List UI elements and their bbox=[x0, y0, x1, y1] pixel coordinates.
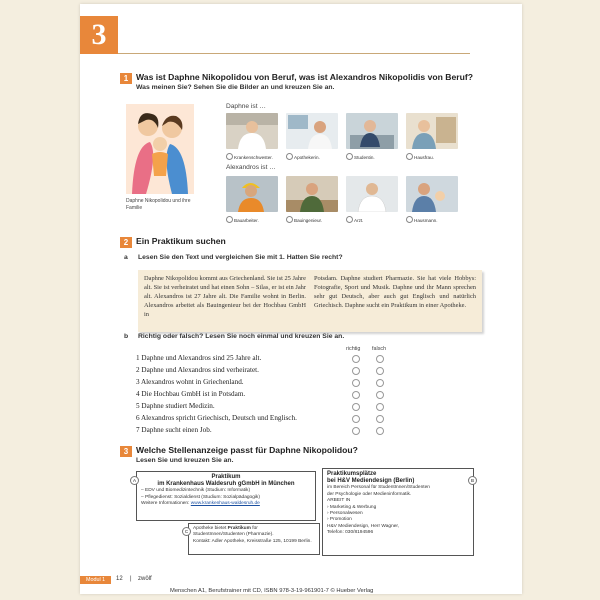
option-hausmann[interactable] bbox=[406, 216, 438, 223]
photo-pharmacist bbox=[286, 113, 338, 149]
falsch-radio-1[interactable] bbox=[376, 355, 384, 363]
option-apothekerin[interactable] bbox=[286, 153, 320, 160]
statement-3: 3 Alexandros wohnt in Griechenland. bbox=[136, 378, 244, 386]
radio-apothekerin[interactable] bbox=[286, 153, 293, 160]
statement-5: 5 Daphne studiert Medizin. bbox=[136, 402, 215, 410]
part-a-letter: a bbox=[124, 254, 128, 261]
photo-housewife bbox=[406, 113, 458, 149]
ad-b-subtitle: bei H&V Mediendesign (Berlin) bbox=[327, 478, 415, 485]
reading-text-box bbox=[138, 270, 482, 332]
exercise-1-subtitle: Was meinen Sie? Sehen Sie die Bilder an und kreuzen Sie an. bbox=[136, 84, 335, 91]
photo-nurse bbox=[226, 113, 278, 149]
richtig-radio-7[interactable] bbox=[352, 427, 360, 435]
ad-b-line-2: der Psychologie oder Medieninformatik. bbox=[327, 491, 412, 497]
ad-a-link[interactable]: www.krankenhaus-waldesruh.de bbox=[190, 501, 260, 507]
ad-a-line-1: – EDV und Biomedizintechnik (Studium: Informatik) bbox=[141, 488, 251, 494]
ad-a-line-2: – Pflegedienst: Sozialdienst (Studium: Sozialpädagogik) bbox=[141, 494, 260, 500]
richtig-radio-6[interactable] bbox=[352, 415, 360, 423]
option-bauarbeiter[interactable] bbox=[226, 216, 259, 223]
part-a-instruction: Lesen Sie den Text und vergleichen Sie mit 1. Hatten Sie recht? bbox=[138, 254, 343, 261]
workbook-page bbox=[80, 4, 522, 594]
ad-a-info-label: Weitere Informationen: bbox=[141, 501, 191, 507]
ad-b-title: Praktikumsplätze bbox=[327, 471, 377, 477]
radio-bauarbeiter[interactable] bbox=[226, 216, 233, 223]
module-tag: Modul 1 bbox=[80, 576, 111, 584]
radio-bauingenieur[interactable] bbox=[286, 216, 293, 223]
richtig-radio-2[interactable] bbox=[352, 367, 360, 375]
falsch-radio-7[interactable] bbox=[376, 427, 384, 435]
ad-c-line-1-start: Apotheke bietet bbox=[193, 526, 228, 531]
exercise-2-number: 2 bbox=[120, 237, 132, 248]
reading-text-left: Daphne Nikopolidou kommt aus Griechenland. Sie ist 25 Jahre alt. Sie ist verheiratet und hat einen Sohn – Silas, er ist ein Jahr alt. Alexandros ist 27 Jahre alt. Die Familie wohnt in Berlin. Alexandros arbeitet als Bauingenieur bei der Hochbau GmbH in bbox=[144, 275, 306, 318]
ad-c-line-1-bold: Praktikum bbox=[227, 526, 251, 531]
family-caption: Daphne Nikopolidou und ihre Familie bbox=[126, 198, 191, 211]
ad-b-line-1: im Bereich Personal für StudentInnen/Studenten bbox=[327, 485, 430, 491]
statement-1: 1 Daphne und Alexandros sind 25 Jahre alt. bbox=[136, 354, 262, 362]
job-ad-a bbox=[136, 471, 316, 521]
footer-separator: | bbox=[130, 576, 132, 582]
option-hausfrau[interactable] bbox=[406, 153, 434, 160]
header-divider bbox=[118, 53, 470, 54]
exercise-2-title: Ein Praktikum suchen bbox=[136, 236, 226, 246]
falsch-radio-6[interactable] bbox=[376, 415, 384, 423]
option-studentin[interactable] bbox=[346, 153, 375, 160]
reading-text-right: Potsdam. Daphne studiert Pharmazie. Sie hat viele Hobbys: Fotografie, Sport und Musik. Daphne und ihr Mann sprechen sehr gut Deutsch, aber auch gut Englisch und natürlich Griechisch. Daphne sucht ein Praktikum in einer Apotheke. bbox=[314, 275, 476, 309]
ad-a-letter[interactable]: A bbox=[130, 476, 139, 485]
ad-b-line-3: ARBEIT IN bbox=[327, 498, 351, 504]
daphne-label: Daphne ist … bbox=[226, 103, 266, 110]
falsch-radio-5[interactable] bbox=[376, 403, 384, 411]
option-label: Bauingenieur. bbox=[294, 218, 323, 223]
photo-civil-engineer bbox=[286, 176, 338, 212]
photo-househusband bbox=[406, 176, 458, 212]
part-b-instruction: Richtig oder falsch? Lesen Sie noch einmal und kreuzen Sie an. bbox=[138, 333, 345, 340]
statement-6: 6 Alexandros spricht Griechisch, Deutsch und Englisch. bbox=[136, 414, 297, 422]
radio-studentin[interactable] bbox=[346, 153, 353, 160]
radio-krankenschwester[interactable] bbox=[226, 153, 233, 160]
ad-c-line-2: StudentInnen/Studenten (Pharmazie). bbox=[193, 532, 274, 538]
option-bauingenieur[interactable] bbox=[286, 216, 322, 223]
ad-b-line-4: › Marketing & Werbung bbox=[327, 504, 377, 510]
falsch-radio-2[interactable] bbox=[376, 367, 384, 375]
exercise-3-title: Welche Stellenanzeige passt für Daphne Nikopolidou? bbox=[136, 445, 358, 455]
statement-7: 7 Daphne sucht einen Job. bbox=[136, 426, 212, 434]
falsch-radio-3[interactable] bbox=[376, 379, 384, 387]
family-illustration bbox=[126, 104, 194, 194]
exercise-1-title: Was ist Daphne Nikopolidou von Beruf, was ist Alexandros Nikopolidis von Beruf? bbox=[136, 72, 473, 82]
ad-b-line-7: H&V Mediendesign, Herr Wagner, bbox=[327, 523, 400, 529]
unit-number-badge: 3 bbox=[80, 16, 118, 54]
option-label: Arzt. bbox=[354, 218, 364, 223]
radio-arzt[interactable] bbox=[346, 216, 353, 223]
ad-b-line-5: › Personalwesen bbox=[327, 511, 363, 517]
ad-b-line-8: Telefon: 030/8194596 bbox=[327, 530, 374, 536]
exercise-3-subtitle: Lesen Sie und kreuzen Sie an. bbox=[136, 457, 234, 464]
page-word: zwölf bbox=[138, 576, 152, 582]
job-ad-b bbox=[322, 468, 474, 556]
footer-credit: Menschen A1, Berufstrainer mit CD, ISBN 978-3-19-961901-7 © Hueber Verlag bbox=[170, 588, 374, 594]
ad-c-letter[interactable]: C bbox=[182, 527, 191, 536]
ad-c-line-1-end: für bbox=[250, 526, 258, 531]
exercise-1-number: 1 bbox=[120, 73, 132, 84]
page-number: 12 bbox=[116, 576, 123, 582]
exercise-3-number: 3 bbox=[120, 446, 132, 457]
option-label: Hausfrau. bbox=[414, 155, 434, 160]
option-label: Bauarbeiter. bbox=[234, 218, 259, 223]
richtig-radio-1[interactable] bbox=[352, 355, 360, 363]
ad-c-line-3: Kontakt: Adler Apotheke, Kreisstraße 125, 10199 Berlin. bbox=[193, 538, 312, 544]
part-b-letter: b bbox=[124, 333, 129, 340]
column-falsch: falsch bbox=[372, 346, 387, 352]
job-ad-c bbox=[188, 523, 320, 555]
column-richtig: richtig bbox=[346, 346, 361, 352]
statement-2: 2 Daphne und Alexandros sind verheiratet. bbox=[136, 366, 259, 374]
photo-doctor bbox=[346, 176, 398, 212]
richtig-radio-3[interactable] bbox=[352, 379, 360, 387]
ad-a-line-3 bbox=[141, 501, 311, 507]
ad-a-subtitle: im Krankenhaus Waldesruh gGmbH in München bbox=[157, 481, 295, 488]
alexandros-label: Alexandros ist … bbox=[226, 164, 276, 171]
falsch-radio-4[interactable] bbox=[376, 391, 384, 399]
ad-b-line-6: › Promotion bbox=[327, 517, 352, 523]
photo-student bbox=[346, 113, 398, 149]
option-label: Apothekerin. bbox=[294, 155, 320, 160]
ad-a-title: Praktikum bbox=[211, 474, 241, 480]
statement-4: 4 Die Hochbau GmbH ist in Potsdam. bbox=[136, 390, 246, 398]
ad-b-letter[interactable]: B bbox=[468, 476, 477, 485]
option-arzt[interactable] bbox=[346, 216, 363, 223]
photo-construction-worker bbox=[226, 176, 278, 212]
option-label: Studentin. bbox=[354, 155, 375, 160]
richtig-radio-5[interactable] bbox=[352, 403, 360, 411]
option-label: Krankenschwester. bbox=[234, 155, 273, 160]
radio-hausmann[interactable] bbox=[406, 216, 413, 223]
richtig-radio-4[interactable] bbox=[352, 391, 360, 399]
radio-hausfrau[interactable] bbox=[406, 153, 413, 160]
option-krankenschwester[interactable] bbox=[226, 153, 273, 160]
option-label: Hausmann. bbox=[414, 218, 438, 223]
